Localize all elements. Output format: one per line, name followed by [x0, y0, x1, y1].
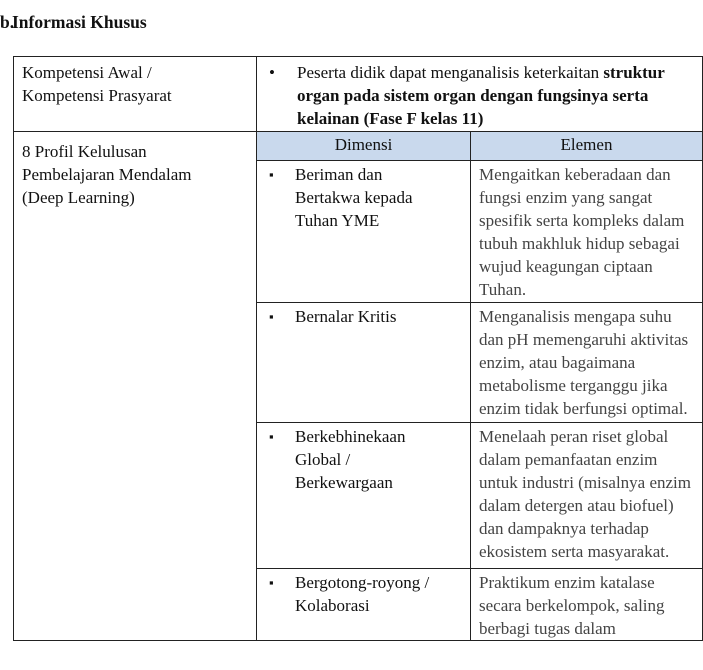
section-title	[0, 12, 147, 33]
elemen-cell	[471, 569, 703, 641]
bullet-icon: •	[269, 63, 275, 82]
dimensi-cell	[257, 161, 471, 303]
elemen-line: Mengaitkan keberadaan dan	[479, 165, 671, 184]
dimensi-cell	[257, 423, 471, 569]
kompetensi-bold: kelainan (Fase F kelas 11)	[297, 109, 484, 128]
table-header-row	[257, 132, 702, 161]
kompetensi-bold: organ pada sistem organ dengan fungsinya serta	[297, 86, 649, 105]
label-line: 8 Profil Kelulusan	[22, 142, 147, 161]
bullet-item	[265, 61, 696, 130]
label-line: Kompetensi Prasyarat	[22, 86, 172, 105]
square-bullet-icon: ▪	[269, 167, 274, 182]
kompetensi-text: Peserta didik dapat menganalisis keterkaitan	[297, 63, 604, 82]
dimensi-line: Berkewargaan	[295, 473, 393, 492]
dimensi-line: Beriman dan	[295, 165, 383, 184]
elemen-cell	[471, 161, 703, 303]
elemen-cell	[471, 303, 703, 423]
table-row	[257, 423, 702, 569]
elemen-line: Tuhan.	[479, 280, 527, 299]
elemen-line: fungsi enzim yang sangat	[479, 188, 653, 207]
label-line: Kompetensi Awal /	[22, 63, 152, 82]
elemen-line: dalam pemanfaatan enzim	[479, 450, 658, 469]
column-header-elemen: Elemen	[471, 132, 703, 161]
profil-inner-cell	[257, 132, 703, 641]
dimensi-cell	[257, 569, 471, 641]
square-bullet-icon: ▪	[269, 309, 274, 324]
kompetensi-bold: struktur	[603, 63, 665, 82]
elemen-line: berbagi tugas dalam	[479, 619, 616, 638]
dimensi-line: Bernalar Kritis	[295, 307, 397, 326]
dimensi-line: Berkebhinekaan	[295, 427, 406, 446]
row-content-kompetensi	[257, 57, 703, 132]
table-row	[257, 161, 702, 303]
dimensi-cell	[257, 303, 471, 423]
square-bullet-icon: ▪	[269, 429, 274, 444]
dimensi-line: Kolaborasi	[295, 596, 370, 615]
elemen-line: ekosistem serta masyarakat.	[479, 542, 670, 561]
elemen-line: untuk industri (misalnya enzim	[479, 473, 691, 492]
elemen-line: dalam detergen atau biofuel)	[479, 496, 674, 515]
elemen-line: enzim, atau bagaimana	[479, 353, 636, 372]
elemen-line: metabolisme terganggu jika	[479, 376, 668, 395]
elemen-line: Menelaah peran riset global	[479, 427, 669, 446]
table-row	[257, 569, 702, 641]
elemen-line: enzim tidak berfungsi optimal.	[479, 399, 688, 418]
info-table	[13, 56, 703, 641]
elemen-line: dan pH memengaruhi aktivitas	[479, 330, 689, 349]
column-header-dimensi: Dimensi	[257, 132, 471, 161]
table-row	[14, 57, 703, 132]
label-line: (Deep Learning)	[22, 188, 135, 207]
elemen-line: dan dampaknya terhadap	[479, 519, 649, 538]
table-row	[257, 303, 702, 423]
elemen-line: Menganalisis mengapa suhu	[479, 307, 672, 326]
elemen-line: wujud keagungan ciptaan	[479, 257, 653, 276]
elemen-line: secara berkelompok, saling	[479, 596, 665, 615]
dimensi-line: Global /	[295, 450, 351, 469]
row-label-kompetensi	[14, 57, 257, 132]
dimensi-line: Bertakwa kepada	[295, 188, 413, 207]
elemen-line: spesifik serta kompleks dalam	[479, 211, 685, 230]
section-title-text: Informasi Khusus	[12, 12, 147, 32]
section-marker: b.	[0, 12, 15, 32]
elemen-line: tubuh makhluk hidup sebagai	[479, 234, 680, 253]
label-line: Pembelajaran Mendalam	[22, 165, 192, 184]
elemen-line: Praktikum enzim katalase	[479, 573, 655, 592]
dimensi-line: Bergotong-royong /	[295, 573, 430, 592]
dimensi-elemen-table	[257, 132, 702, 640]
elemen-cell	[471, 423, 703, 569]
table-row	[14, 132, 703, 641]
row-label-profil	[14, 132, 257, 641]
dimensi-line: Tuhan YME	[295, 211, 380, 230]
square-bullet-icon: ▪	[269, 575, 274, 590]
